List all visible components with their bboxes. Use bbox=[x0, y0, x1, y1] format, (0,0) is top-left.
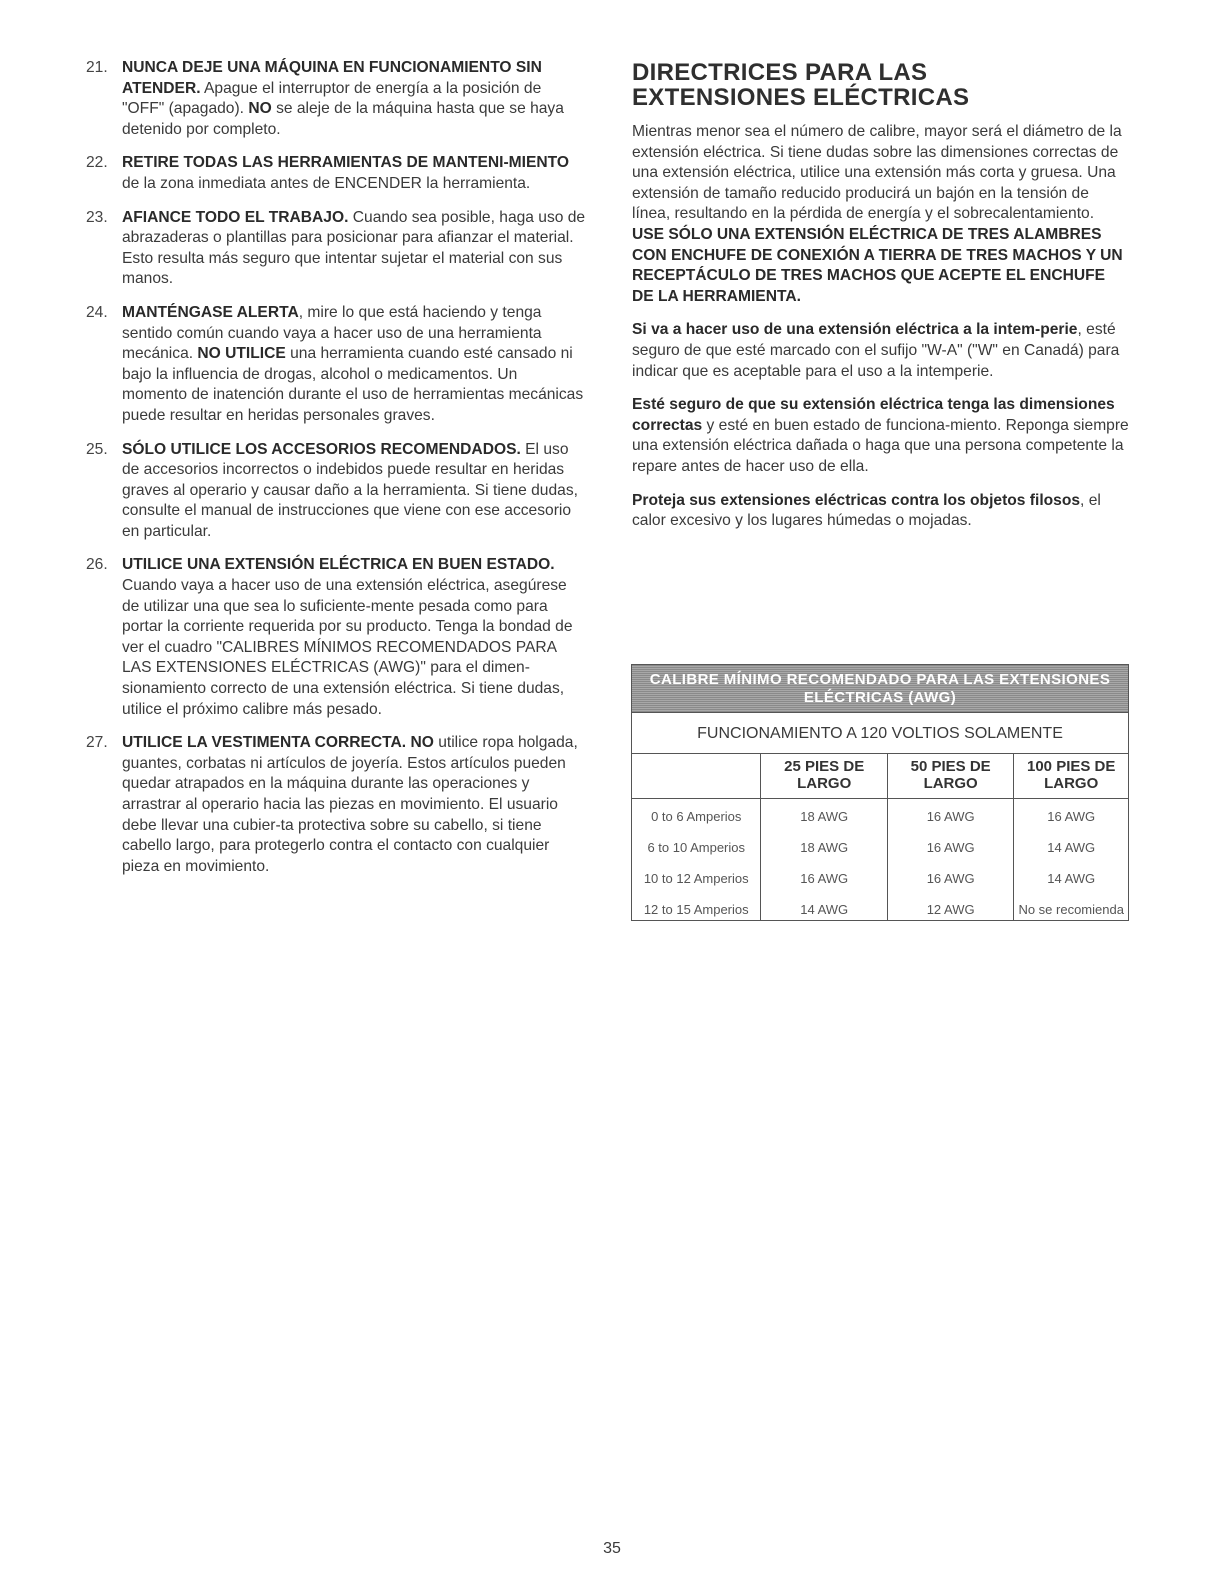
amps-cell: 6 to 10 Amperios bbox=[647, 840, 745, 855]
table-title-line-2: ELÉCTRICAS (AWG) bbox=[803, 689, 957, 706]
gauge-cell: No se recomienda bbox=[1014, 898, 1128, 920]
gauge-cell: 16 AWG bbox=[887, 799, 1013, 837]
table-title bbox=[632, 665, 1128, 712]
paragraph-emphasis: Esté seguro de que su extensión eléctrica tenga las dimensiones correctas bbox=[632, 396, 1115, 434]
table-header-row bbox=[632, 754, 1128, 799]
amps-cell: 10 to 12 Amperios bbox=[643, 871, 749, 886]
table-row bbox=[632, 867, 1128, 898]
rule-heading: NUNCA DEJE UNA MÁQUINA EN FUNCIONAMIENTO SIN ATENDER. bbox=[122, 59, 542, 97]
table-subtitle: FUNCIONAMIENTO A 120 VOLTIOS SOLAMENTE bbox=[632, 712, 1128, 754]
page-number: 35 bbox=[603, 1540, 621, 1557]
amps-cell: 0 to 6 Amperios bbox=[651, 809, 742, 824]
table-row bbox=[632, 799, 1128, 837]
rule-number: 25. bbox=[86, 440, 108, 458]
rule-number: 27. bbox=[86, 734, 108, 752]
paragraph-text: Mientras menor sea el número de calibre, mayor será el diámetro de la extensión eléctrica. Si tiene dudas sobre las dimensiones correctas de una extensión eléctrica, utilice una extensión más corta y gruesa. Una extensión de tamaño reducido producirá un bajón en la tensión de línea, resultando en la pérdida de energía y el sobrecalentamiento. bbox=[632, 123, 1122, 223]
rule-item bbox=[86, 555, 586, 720]
rule-emphasis: NO UTILICE bbox=[197, 345, 286, 363]
gauge-cell: 12 AWG bbox=[887, 898, 1013, 920]
paragraph-outdoor bbox=[632, 320, 1130, 382]
table-title-line-1: CALIBRE MÍNIMO RECOMENDADO PARA LAS EXTENSIONES bbox=[649, 671, 1111, 688]
gauge-cell: 18 AWG bbox=[761, 799, 887, 837]
gauge-cell: 18 AWG bbox=[761, 836, 887, 867]
rule-number: 21. bbox=[86, 59, 108, 76]
rule-heading: SÓLO UTILICE LOS ACCESORIOS RECOMENDADOS. bbox=[122, 440, 521, 458]
paragraph-text: y esté en buen estado de funciona-miento. Reponga siempre una extensión eléctrica dañada o haga que una persona competente la repare antes de hacer uso de ella. bbox=[632, 416, 1129, 475]
paragraph-protect bbox=[632, 491, 1130, 532]
gauge-cell: 14 AWG bbox=[761, 898, 887, 920]
heading-line-1: DIRECTRICES PARA LAS bbox=[632, 59, 928, 86]
table-row bbox=[632, 836, 1128, 867]
rule-item bbox=[86, 58, 586, 140]
rule-heading: UTILICE UNA EXTENSIÓN ELÉCTRICA EN BUEN ESTADO. bbox=[122, 556, 555, 574]
rule-text: , mire lo que está haciendo y tenga sentido común cuando vaya a hacer uso de una herramienta mecánica. bbox=[122, 303, 542, 363]
gauge-cell: 14 AWG bbox=[1014, 836, 1128, 867]
rule-number: 26. bbox=[86, 556, 108, 574]
rule-item bbox=[86, 733, 586, 877]
rule-heading: UTILICE LA VESTIMENTA CORRECTA. NO bbox=[122, 734, 434, 752]
header-blank bbox=[632, 754, 761, 799]
rule-number: 24. bbox=[86, 303, 108, 321]
header-50ft: 50 PIES DE LARGO bbox=[887, 754, 1013, 799]
paragraph-text: , esté seguro de que esté marcado con el sufijo "W-A" ("W" en Canadá) para indicar que es aceptable para el uso a la intemperie. bbox=[632, 321, 1120, 380]
gauge-cell: 16 AWG bbox=[1014, 799, 1128, 837]
rule-item bbox=[86, 440, 586, 543]
amps-cell: 12 to 15 Amperios bbox=[643, 902, 749, 917]
paragraph-emphasis: Proteja sus extensiones eléctricas contra los objetos filosos bbox=[632, 491, 1081, 509]
gauge-cell: 14 AWG bbox=[1014, 867, 1128, 898]
rule-text: Cuando sea posible, haga uso de abrazaderas o plantillas para posicionar para afianzar el material. Esto resulta más seguro que intentar sujetar el material con sus manos. bbox=[122, 208, 586, 288]
rule-item bbox=[86, 153, 586, 194]
gauge-grid bbox=[632, 754, 1128, 920]
gauge-cell: 16 AWG bbox=[887, 867, 1013, 898]
paragraph-emphasis: USE SÓLO UNA EXTENSIÓN ELÉCTRICA DE TRES ALAMBRES CON ENCHUFE DE CONEXIÓN A TIERRA DE TRES MACHOS Y UN RECEPTÁCULO DE TRES MACHOS QUE ACEPTE EL ENCHUFE DE LA HERRAMIENTA. bbox=[632, 225, 1123, 305]
paragraph-gauge bbox=[632, 122, 1130, 307]
header-100ft: 100 PIES DE LARGO bbox=[1014, 754, 1128, 799]
header-25ft: 25 PIES DE LARGO bbox=[761, 754, 887, 799]
rule-emphasis: NO bbox=[248, 100, 272, 118]
paragraph-condition bbox=[632, 395, 1130, 477]
rule-heading: RETIRE TODAS LAS HERRAMIENTAS DE MANTENI-MIENTO bbox=[122, 154, 570, 172]
rule-heading: AFIANCE TODO EL TRABAJO. bbox=[122, 208, 349, 226]
rule-number: 22. bbox=[86, 154, 108, 172]
rule-text: se aleje de la máquina hasta que se haya detenido por completo. bbox=[122, 100, 564, 138]
gauge-cell: 16 AWG bbox=[761, 867, 887, 898]
gauge-cell: 16 AWG bbox=[887, 836, 1013, 867]
gauge-table bbox=[631, 664, 1129, 921]
rule-item bbox=[86, 303, 586, 427]
rule-text: El uso de accesorios incorrectos o indebidos puede resultar en heridas graves al operario y causar daño a la herramienta. Si tiene dudas, consulte el manual de instrucciones que viene con ese accesorio en particular. bbox=[122, 440, 578, 540]
safety-rules-list bbox=[86, 58, 586, 890]
rule-number: 23. bbox=[86, 208, 108, 226]
section-heading bbox=[632, 60, 1130, 110]
rule-text: de la zona inmediata antes de ENCENDER la herramienta. bbox=[122, 174, 531, 192]
rule-item bbox=[86, 208, 586, 290]
rule-heading: MANTÉNGASE ALERTA bbox=[122, 303, 299, 321]
extension-guidelines bbox=[632, 60, 1130, 545]
table-row bbox=[632, 898, 1128, 920]
paragraph-text: , el calor excesivo y los lugares húmedas o mojadas. bbox=[632, 491, 1101, 530]
rule-text: utilice ropa holgada, guantes, corbatas ni artículos de joyería. Estos artículos pueden quedar atrapados en la máquina durante las operaciones y arrastrar al operario hacia las piezas en movimiento. El usuario debe llevar una cubier-ta protectiva sobre su cabello, si tiene cabello largo, para protegerlo contra el contacto con cualquier pieza en movimiento. bbox=[122, 734, 578, 875]
paragraph-emphasis: Si va a hacer uso de una extensión eléctrica a la intem-perie bbox=[632, 321, 1078, 339]
heading-line-2: EXTENSIONES ELÉCTRICAS bbox=[632, 84, 970, 111]
rule-text: una herramienta cuando esté cansado ni bajo la influencia de drogas, alcohol o medicamentos. Un momento de inatención durante el uso de herramientas mecánicas puede resultar en heridas personales graves. bbox=[122, 345, 584, 424]
rule-text: Apague el interruptor de energía a la posición de "OFF" (apagado). bbox=[122, 79, 542, 118]
rule-text: Cuando vaya a hacer uso de una extensión eléctrica, asegúrese de utilizar una que sea lo suficiente-mente pesada como para portar la corriente requerida por su producto. Tenga la bondad de ver el cuadro "CALIBRES MÍNIMOS RECOMENDADOS PARA LAS EXTENSIONES ELÉCTRICAS (AWG)" para el dimen-sionamiento correcto de una extensión eléctrica. Si tiene dudas, utilice el próximo calibre más pesado. bbox=[122, 577, 573, 718]
